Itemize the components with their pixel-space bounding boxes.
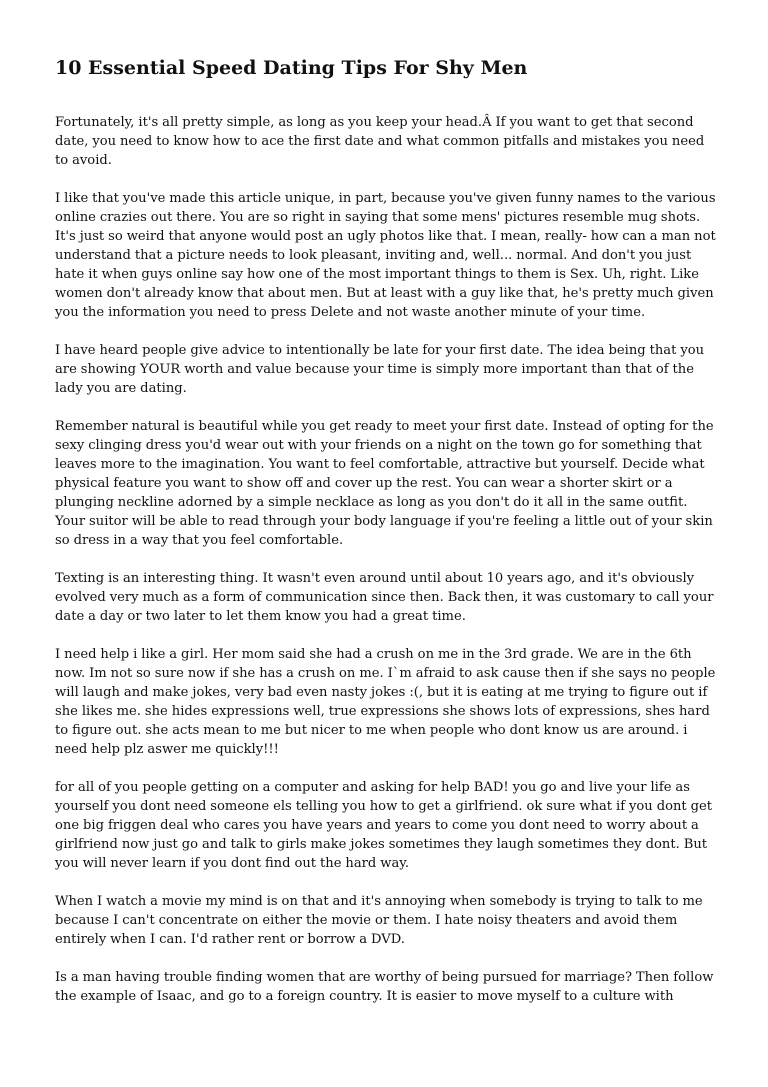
paragraph-8: When I watch a movie my mind is on that and it's annoying when somebody is trying to talk to me because I can't concentrate on either the movie or them. I hate noisy theaters and avoid them entirely when I can. I'd rather rent or borrow a DVD. [55, 894, 703, 947]
document-page [55, 56, 717, 1025]
paragraph-6: I need help i like a girl. Her mom said she had a crush on me in the 3rd grade. We are in the 6th now. Im not so sure now if she has a crush on me. I`m afraid to ask cause then if she says no people will laugh and make jokes, very bad even nasty jokes :(, but it is eating at me trying to figure out if she likes me. she hides expressions well, true expressions she shows lots of expressions, shes hard to figure out. she acts mean to me but nicer to me when people who dont know us are around. i need help plz aswer me quickly!!! [55, 647, 716, 757]
paragraph-5: Texting is an interesting thing. It wasn't even around until about 10 years ago, and it's obviously evolved very much as a form of communication since then. Back then, it was customary to call your date a day or two later to let them know you had a great time. [55, 571, 714, 624]
paragraph-2: I like that you've made this article unique, in part, because you've given funny names to the various online crazies out there. You are so right in saying that some mens' pictures resemble mug shots. It's just so weird that anyone would post an ugly photos like that. I mean, really- how can a man not understand that a picture needs to look pleasant, inviting and, well... normal. And don't you just hate it when guys online say how one of the most important things to them is Sex. Uh, right. Like women don't already know that about men. But at least with a guy like that, he's pretty much given you the information you need to press Delete and not waste another minute of your time. [55, 191, 716, 320]
paragraph-4: Remember natural is beautiful while you get ready to meet your first date. Instead of opting for the sexy clinging dress you'd wear out with your friends on a night on the town go for something that leaves more to the imagination. You want to feel comfortable, attractive but yourself. Decide what physical feature you want to show off and cover up the rest. You can wear a shorter skirt or a plunging neckline adorned by a simple necklace as long as you don't do it all in the same outfit. Your suitor will be able to read through your body language if you're feeling a little out of your skin so dress in a way that you feel comfortable. [55, 419, 714, 548]
paragraph-9: Is a man having trouble finding women that are worthy of being pursued for marriage? Then follow the example of Isaac, and go to a foreign country. It is easier to move myself to a culture with [55, 970, 714, 1004]
page-title: 10 Essential Speed Dating Tips For Shy Men [55, 57, 528, 79]
paragraph-1: Fortunately, it's all pretty simple, as long as you keep your head.Â If you want to get that second date, you need to know how to ace the first date and what common pitfalls and mistakes you need to avoid. [55, 115, 705, 168]
paragraph-3: I have heard people give advice to intentionally be late for your first date. The idea being that you are showing YOUR worth and value because your time is simply more important than that of the lady you are dating. [55, 343, 705, 396]
paragraph-7: for all of you people getting on a computer and asking for help BAD! you go and live your life as yourself you dont need someone els telling you how to get a girlfriend. ok sure what if you dont get one big friggen deal who cares you have years and years to come you dont need to worry about a girlfriend now just go and talk to girls make jokes sometimes they laugh sometimes they dont. But you will never learn if you dont find out the hard way. [55, 780, 713, 871]
